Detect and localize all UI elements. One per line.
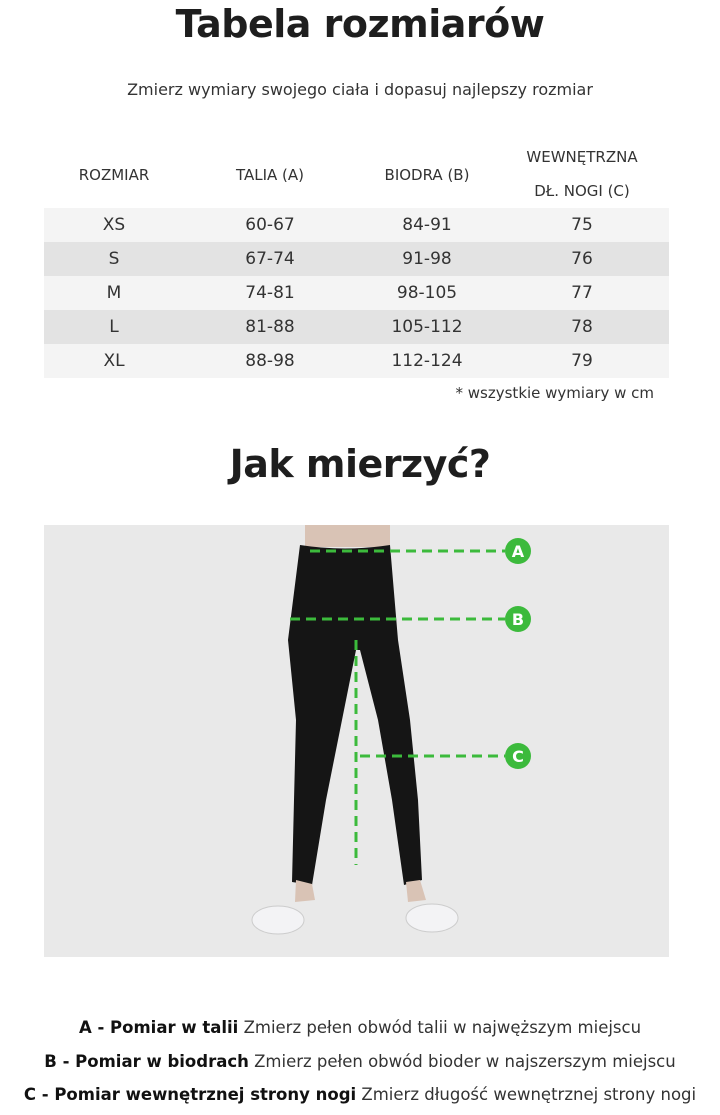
description-b-label: B - Pomiar w biodrach: [44, 1052, 249, 1071]
table-cell: M: [106, 283, 122, 303]
table-cell: L: [109, 317, 119, 337]
leggings-illustration: [44, 525, 669, 957]
table-cell: 105-112: [391, 317, 463, 337]
description-a: [0, 1018, 720, 1037]
table-cell: 78: [571, 317, 593, 337]
measurement-photo: [44, 525, 669, 957]
table-cell: 98-105: [396, 283, 458, 303]
description-c-text: Zmierz długość wewnętrznej strony nogi: [356, 1085, 697, 1104]
table-cell: 91-98: [402, 249, 452, 269]
page-title: Tabela rozmiarów: [175, 2, 545, 46]
table-cell: 84-91: [402, 215, 452, 235]
header-inseam-1: WEWNĘTRZNA: [526, 148, 638, 166]
table-row: [44, 276, 669, 310]
table-cell: 75: [571, 215, 593, 235]
header-waist: TALIA (A): [235, 166, 305, 184]
svg-text:C: C: [512, 747, 524, 766]
description-a-label: A - Pomiar w talii: [78, 1018, 239, 1037]
marker-a: [505, 538, 531, 564]
size-table: [44, 208, 669, 378]
table-cell: 79: [571, 351, 593, 371]
table-cell: 76: [571, 249, 593, 269]
table-cell: XL: [103, 351, 125, 371]
table-row: [44, 242, 669, 276]
table-cell: 112-124: [391, 351, 463, 371]
units-note: * wszystkie wymiary w cm: [455, 384, 654, 402]
table-cell: 74-81: [245, 283, 295, 303]
table-row: [44, 344, 669, 378]
table-cell: 77: [571, 283, 593, 303]
table-cell: 60-67: [245, 215, 295, 235]
table-cell: S: [108, 249, 120, 269]
description-b: [0, 1052, 720, 1071]
header-inseam-2: DŁ. NOGI (C): [534, 182, 630, 200]
marker-c: [505, 743, 531, 769]
how-to-measure-title: Jak mierzyć?: [229, 442, 491, 486]
header-hips: BIODRA (B): [384, 166, 470, 184]
marker-b: [505, 606, 531, 632]
svg-text:B: B: [511, 610, 525, 629]
description-c-label: C - Pomiar wewnętrznej strony nogi: [23, 1085, 357, 1104]
header-size: ROZMIAR: [78, 166, 150, 184]
subtitle: Zmierz wymiary swojego ciała i dopasuj najlepszy rozmiar: [127, 80, 593, 99]
description-b-text: Zmierz pełen obwód bioder w najszerszym miejscu: [248, 1052, 676, 1071]
table-cell: 88-98: [245, 351, 295, 371]
table-cell: XS: [102, 215, 126, 235]
table-row: [44, 208, 669, 242]
table-cell: 67-74: [245, 249, 295, 269]
description-c: [0, 1085, 720, 1104]
description-a-text: Zmierz pełen obwód talii w najwęższym miejscu: [238, 1018, 642, 1037]
table-cell: 81-88: [245, 317, 295, 337]
table-row: [44, 310, 669, 344]
svg-text:A: A: [511, 542, 525, 561]
